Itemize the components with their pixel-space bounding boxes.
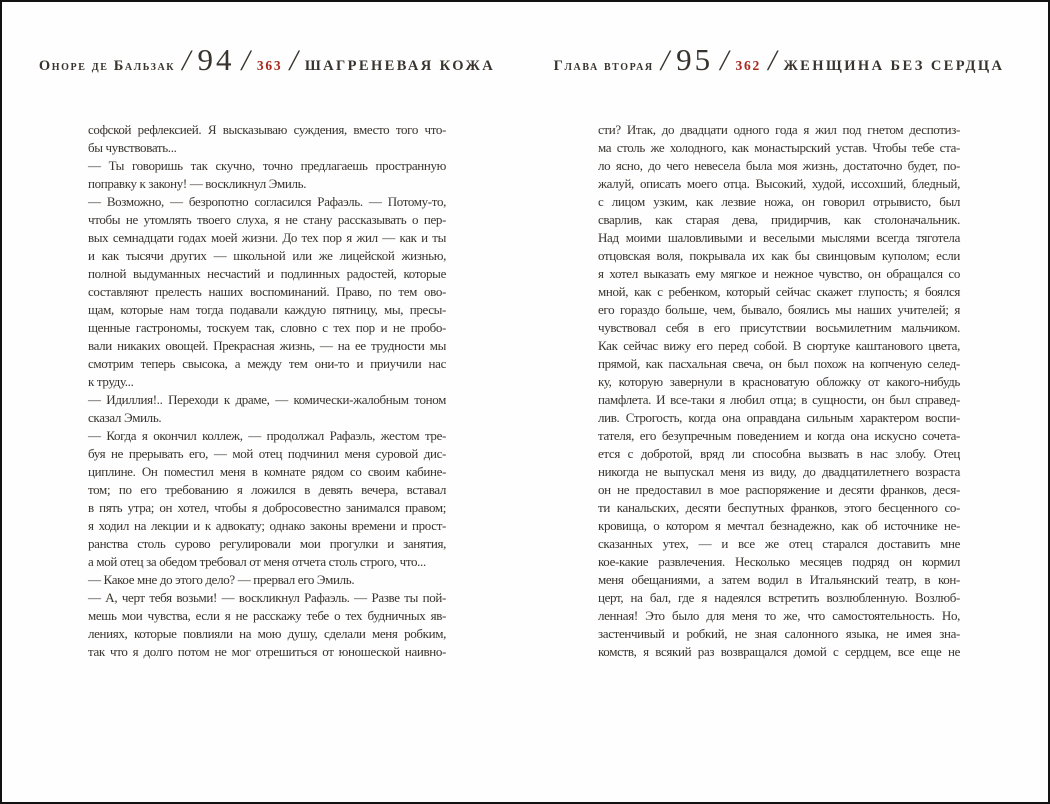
text-line: мешь мои чувства, если я не расскажу тебе о тех будничных яв- <box>88 608 446 623</box>
text-line: чтобы не утомлять твоего слуха, я не стану рассказывать о пер- <box>88 212 446 227</box>
slash-divider: / <box>289 44 298 77</box>
text-line: том; по его требованию я ложился в девять вечера, вставал <box>88 482 446 497</box>
chapter-title: ЖЕНЩИНА БЕЗ СЕРДЦА <box>783 58 1005 74</box>
text-line: лив. Строгость, когда она оправдана сильным характером воспи- <box>598 410 960 425</box>
text-line: софской рефлексией. Я высказываю суждения, вместо того что- <box>88 122 446 137</box>
slash-divider: / <box>660 44 670 77</box>
text-line: я ходил на лекции и к адвокату; однако законы времени и прост- <box>88 518 446 533</box>
text-line: сварлив, как старая дева, придирчив, как столоначальник. <box>598 212 960 227</box>
text-line: меня обещаниями, а затем водил в Итальянский театр, в кон- <box>598 572 960 587</box>
chapter-name: Глава вторая <box>553 58 654 74</box>
text-line: его гораздо больше, чем, бывало, боялись мы наших учителей; я <box>598 302 960 317</box>
text-line: циплине. Он поместил меня в комнате рядом со своим кабине- <box>88 464 446 479</box>
text-line: памфлета. И все-таки я любил отца; в сущности, он был справед- <box>598 392 960 407</box>
text-line: — Когда я окончил коллеж, — продолжал Рафаэль, жестом тре- <box>88 428 446 443</box>
text-line: кое-какие развлечения. Несколько месяцев подряд он кормил <box>598 554 960 569</box>
text-line: он не предоставил в мое распоряжение и десяти франков, деся- <box>598 482 960 497</box>
text-line: жалуй, описать моего отца. Высокий, худой, иссохший, бледный, <box>598 176 960 191</box>
text-line: щам, которые нам тогда подавали каждую пятницу, мы, пресы- <box>88 302 446 317</box>
text-line: застенчивый и робкий, не зная салонного языка, не имея зна- <box>598 626 960 641</box>
text-line: — Какое мне до этого дело? — прервал его Эмиль. <box>88 572 355 587</box>
text-line: к труду... <box>88 374 134 389</box>
slash-divider: / <box>720 44 729 77</box>
text-line: мной, как с ребенком, который сейчас скажет глупость; я боялся <box>598 284 960 299</box>
right-text-column <box>598 121 960 661</box>
text-line: а мой отец за обедом требовал от меня отчета столь строго, что... <box>88 554 426 569</box>
text-line: ленная! Это было для меня то же, что самостоятельность. Но, <box>598 608 960 623</box>
right-page-header <box>553 42 1005 78</box>
text-line: вали никаких овощей. Прекрасная жизнь, — на ее трудности мы <box>88 338 446 353</box>
text-line: сказанных утех, — и все же отец старался доставить мне <box>598 536 960 551</box>
page-number: 94 <box>197 42 235 77</box>
text-line: комств, я всякий раз возвращался домой с сердцем, все еще не <box>598 644 960 659</box>
text-line: ма столь же холодного, как монастырский устав. Чтобы тебе ста- <box>598 140 960 155</box>
text-line: ку, которую завернули в красноватую обложку от какого-нибудь <box>598 374 960 389</box>
text-line: — Ты говоришь так скучно, точно предлагаешь пространную <box>88 158 446 173</box>
text-line: составляют прелесть наших воспоминаний. Право, по тем ово- <box>88 284 446 299</box>
left-page-header <box>38 42 496 78</box>
text-line: — Возможно, — безропотно согласился Рафаэль. — Потому-то, <box>88 194 446 209</box>
text-line: тателя, его безупречным поведением и когда она искусно сочета- <box>598 428 960 443</box>
text-line: в пять утра; он хотел, чтобы я добросовестно занимался правом; <box>88 500 446 515</box>
text-line: поправку к закону! — воскликнул Эмиль. <box>88 176 307 191</box>
text-line: я хотел выказать ему мягкое и нежное чувство, он обращался со <box>598 266 960 281</box>
text-line: церт, на бал, где я надеялся встретить возлюбленную. Возлюб- <box>598 590 960 605</box>
text-line: так что я долго потом не мог отрешиться от юношеской наивно- <box>88 644 446 659</box>
text-line: Как сейчас вижу его перед собой. В сюртуке каштанового цвета, <box>598 338 960 353</box>
text-line: ется с добротой, вряд ли способна вызвать в нас злобу. Отец <box>598 446 960 461</box>
text-line: кровища, о котором я мечтал безнадежно, как об источнике не- <box>598 518 960 533</box>
text-line: вых семнадцати годах моей жизни. До тех пор я жил — как и ты <box>88 230 446 245</box>
text-line: ранства столь сурово регулировали мои прогулки и занятия, <box>88 536 446 551</box>
text-line: никогда не выпускал меня из виду, до двадцатилетнего возраста <box>598 464 960 479</box>
text-line: буя не прерывать его, — мой отец подчинил меня суровой дис- <box>88 446 446 461</box>
book-title: ШАГРЕНЕВАЯ КОЖА <box>304 58 496 74</box>
text-line: сказал Эмиль. <box>88 410 162 425</box>
text-line: ти канальских, десяти беспутных франков, этого бесценного со- <box>598 500 960 515</box>
text-line: и как тысячи других — школьной или же лицейской жизнью, <box>88 248 446 263</box>
text-line: — Идиллия!.. Переходи к драме, — комически-жалобным тоном <box>88 392 446 407</box>
text-line: прямой, как пасхальная свеча, он был похож на копченую селед- <box>598 356 960 371</box>
text-line: отцовская воля, покрывала их как бы свинцовым куполом; если <box>598 248 960 263</box>
slash-divider: / <box>241 44 250 77</box>
text-line: полной выдуманных несчастий и подлинных радостей, которые <box>88 266 446 281</box>
page-number: 95 <box>676 42 714 77</box>
text-line: лениях, которые повлияли на мою душу, сделали меня робким, <box>88 626 446 641</box>
text-line: бы чувствовать... <box>88 140 177 155</box>
text-line: с лицом узким, как лезвие ножа, он говорил отрывисто, был <box>598 194 960 209</box>
text-line: чувствовал себя в его присутствии восьмилетним мальчиком. <box>598 320 960 335</box>
slash-divider: / <box>768 44 777 77</box>
text-line: щенные гастрономы, тоскуем так, словно с тех пор и не пробо- <box>88 320 446 335</box>
folio-number: 362 <box>735 58 762 73</box>
text-line: смотрим теперь свысока, а между тем они-то и приучили нас <box>88 356 446 371</box>
left-text-column <box>88 121 446 661</box>
text-line: ло ясно, до чего невесела была моя жизнь, достаточно будет, по- <box>598 158 960 173</box>
text-line: — А, черт тебя возьми! — воскликнул Рафаэль. — Разве ты пой- <box>88 590 446 605</box>
folio-number: 363 <box>256 58 283 73</box>
slash-divider: / <box>182 44 191 77</box>
author-name: Оноре де Бальзак <box>38 58 176 74</box>
text-line: Над моими шаловливыми и веселыми мыслями всегда тяготела <box>598 230 960 245</box>
text-line: сти? Итак, до двадцати одного года я жил под гнетом деспотиз- <box>598 122 960 137</box>
